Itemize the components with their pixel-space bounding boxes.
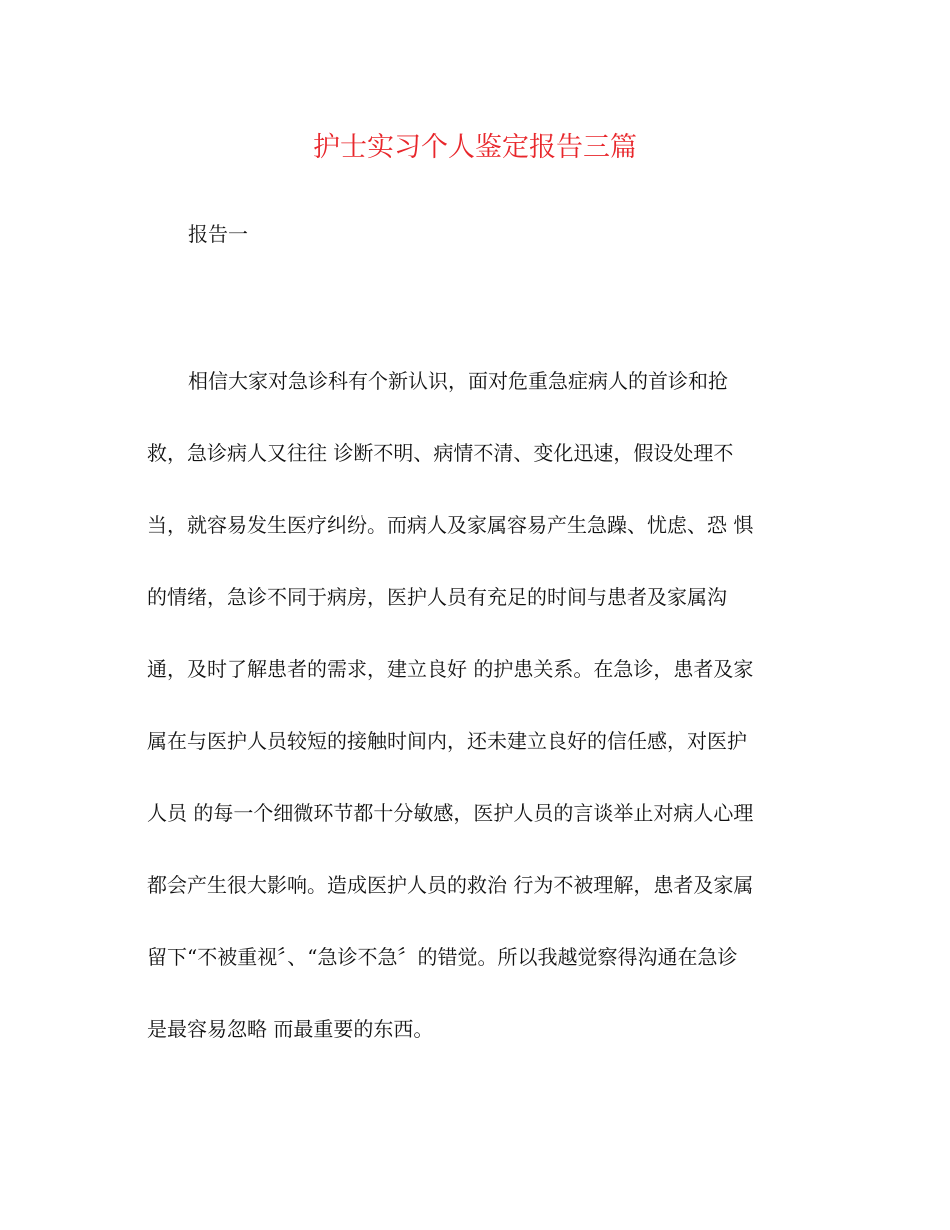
paragraph-line: 人员 的每一个细微环节都十分敏感，医护人员的言谈举止对病人心理 <box>147 801 754 825</box>
paragraph-line: 留下“不被重视〞、“急诊不急〞的错觉。所以我越觉察得沟通在急诊 <box>147 945 738 969</box>
paragraph-line: 相信大家对急诊科有个新认识，面对危重急症病人的首诊和抢 <box>188 369 728 393</box>
paragraph-line: 的情绪，急诊不同于病房，医护人员有充足的时间与患者及家属沟 <box>147 585 727 609</box>
paragraph-line: 通，及时了解患者的需求，建立良好 的护患关系。在急诊，患者及家 <box>147 657 754 681</box>
paragraph-line: 当，就容易发生医疗纠纷。而病人及家属容易产生急躁、忧虑、恐 惧 <box>147 513 754 537</box>
section-heading: 报告一 <box>188 222 248 246</box>
paragraph-line: 是最容易忽略 而最重要的东西。 <box>147 1017 434 1041</box>
paragraph-line: 救，急诊病人又往往 诊断不明、病情不清、变化迅速，假设处理不 <box>147 441 734 465</box>
paragraph-line: 都会产生很大影响。造成医护人员的救治 行为不被理解，患者及家属 <box>147 873 754 897</box>
document-title: 护士实习个人鉴定报告三篇 <box>313 132 637 163</box>
paragraph-line: 属在与医护人员较短的接触时间内，还未建立良好的信任感，对医护 <box>147 729 747 753</box>
